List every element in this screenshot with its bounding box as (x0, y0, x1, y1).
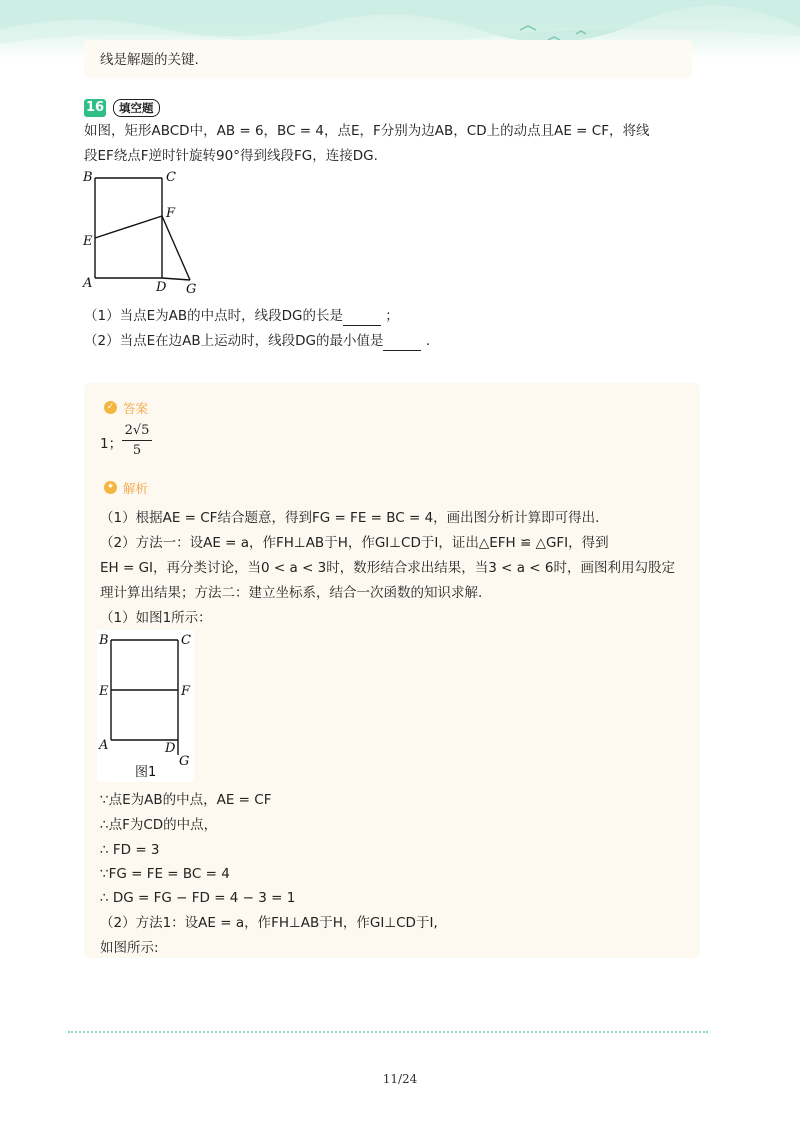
question-part1 (84, 306, 399, 326)
label-e: E (83, 234, 93, 249)
question-figure (80, 165, 210, 300)
solution-step: ∴ DG = FG − FD = 4 − 3 = 1 (100, 890, 296, 906)
fraction-denominator: 5 (132, 443, 142, 458)
part2-blank (383, 336, 421, 351)
fig1-label-b: B (99, 633, 109, 648)
part1-blank (343, 311, 381, 326)
fig1-label-f: F (181, 684, 191, 699)
question-part2 (84, 331, 430, 351)
fig1-label-c: C (181, 633, 191, 648)
analysis-line: （1）根据AE = CF结合题意，得到FG = FE = BC = 4，画出图分析计算即可得出. (100, 510, 600, 526)
part1-text: （1）当点E为AB的中点时，线段DG的长是 (84, 308, 343, 324)
fig1-label-a: A (99, 738, 109, 753)
question-stem-line2: 段EF绕点F逆时针旋转90°得到线段FG，连接DG. (84, 148, 378, 164)
lightbulb-icon: ✦ (104, 481, 117, 494)
fig1-caption: 图1 (135, 765, 157, 780)
solution-step: （2）方法1：设AE = a，作FH⊥AB于H，作GI⊥CD于I, (100, 915, 438, 931)
figure1 (97, 630, 197, 782)
fig1-label-d: D (165, 741, 176, 756)
solution-step: ∴点F为CD的中点， (100, 817, 218, 833)
part2-end: . (425, 333, 431, 349)
label-g: G (186, 282, 197, 297)
answer-fraction (122, 423, 152, 458)
part2-text: （2）当点E在边AB上运动时，线段DG的最小值是 (84, 333, 384, 349)
solution-step: ∵点E为AB的中点，AE = CF (100, 792, 272, 808)
label-a: A (83, 276, 93, 291)
fig1-label-e: E (99, 684, 109, 699)
page-number: 11/24 (382, 1072, 418, 1086)
question-type-badge: 填空题 (113, 99, 160, 117)
analysis-line: （2）方法一：设AE = a，作FH⊥AB于H，作GI⊥CD于I，证出△EFH ≌ △GFI，得到 (100, 535, 609, 551)
question-stem-line1: 如图，矩形ABCD中，AB = 6，BC = 4，点E，F分别为边AB，CD上的动点且AE = CF，将线 (84, 123, 650, 139)
previous-solution-box (84, 40, 692, 78)
fig1-label-g: G (179, 754, 190, 769)
analysis-line: EH = GI，再分类讨论，当0 < a < 3时，数形结合求出结果，当3 < a < 6时，画图利用勾股定 (100, 560, 675, 576)
analysis-line: （1）如图1所示： (100, 610, 212, 626)
segment-ef (95, 216, 162, 238)
label-b: B (83, 170, 93, 185)
question-number: 16 (85, 100, 105, 115)
answer-heading: 答案 (123, 401, 149, 416)
label-c: C (166, 170, 176, 185)
footer-divider (68, 1031, 708, 1033)
solution-step: 如图所示: (100, 940, 159, 956)
segment-fg (162, 216, 190, 280)
analysis-line: 理计算出结果；方法二：建立坐标系，结合一次函数的知识求解. (100, 585, 483, 601)
analysis-heading: 解析 (123, 481, 149, 496)
check-icon: ✓ (104, 401, 117, 414)
answer-prefix: 1； (100, 436, 123, 452)
label-f: F (166, 206, 176, 221)
fraction-numerator: 2√5 (124, 423, 150, 438)
label-d: D (156, 280, 167, 295)
solution-step: ∴ FD = 3 (100, 842, 160, 858)
part1-end: ； (385, 308, 399, 324)
solution-step: ∵FG = FE = BC = 4 (100, 866, 230, 882)
carryover-text: 线是解题的关键. (100, 52, 199, 68)
fraction-bar (122, 440, 152, 441)
